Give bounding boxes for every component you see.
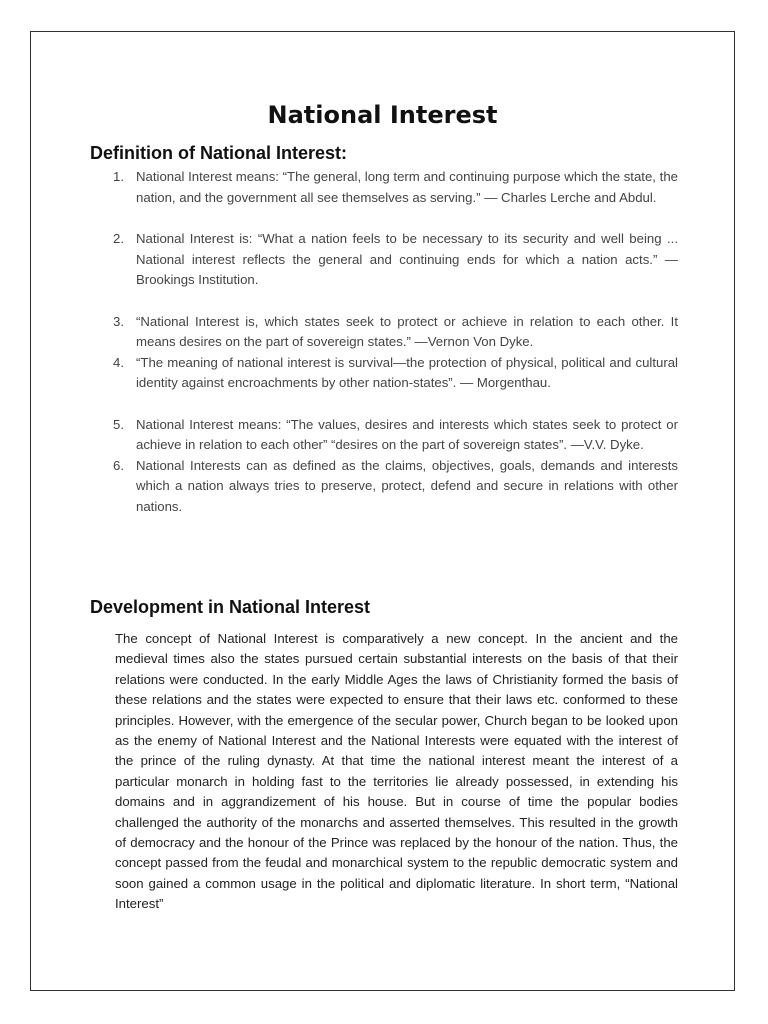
list-number: 1. xyxy=(113,169,124,184)
list-text: National Interest means: “The general, long term and continuing purpose which the state, the nation, and the government all see themselves as serving.” — Charles Lerche and Abdul. xyxy=(136,169,678,205)
list-item xyxy=(113,312,678,353)
list-number: 2. xyxy=(113,231,124,246)
page-title: National Interest xyxy=(267,101,498,129)
list-item xyxy=(113,456,678,518)
document-page xyxy=(30,31,735,991)
list-number: 4. xyxy=(113,354,124,370)
list-text: “The meaning of national interest is survival—the protection of physical, political and cultural identity against encroachments by other nation-states”. — Morgenthau. xyxy=(136,354,678,390)
development-paragraph: The concept of National Interest is comparatively a new concept. In the ancient and the medieval times also the states pursued certain substantial interests on the basis of that their relations were conducted. In the early Middle Ages the laws of Christianity formed the basis of these relations and the states were expected to ensure that their laws etc. conformed to these principles. However, with the emergence of the secular power, Church began to be looked upon as the enemy of National Interest and the National Interests were equated with the interest of the prince of the ruling dynasty. At that time the national interest meant the interest of a particular monarch in holding fast to the territories lie already possessed, in extending his domains and in aggrandizement of his house. But in course of time the popular bodies challenged the authority of the monarchs and asserted themselves. This resulted in the growth of democracy and the honour of the Prince was replaced by the honour of the nation. Thus, the concept passed from the feudal and monarchical system to the republic democratic system and soon gained a common usage in the political and diplomatic literature. In short term, “National Interest” xyxy=(115,631,678,912)
list-number: 6. xyxy=(113,457,124,473)
definition-heading: Definition of National Interest: xyxy=(90,143,348,163)
list-text: National Interests can as defined as the claims, objectives, goals, demands and interests which a nation always tries to preserve, protect, defend and secure in relations with other nations. xyxy=(136,457,678,514)
list-item xyxy=(113,415,678,456)
list-number: 5. xyxy=(113,416,124,432)
list-item xyxy=(113,353,678,394)
list-text: “National Interest is, which states seek to protect or achieve in relation to each other. It means desires on the part of sovereign states.” —Vernon Von Dyke. xyxy=(136,313,678,349)
list-item xyxy=(113,167,678,208)
definition-list xyxy=(113,167,678,517)
list-text: National Interest is: “What a nation feels to be necessary to its security and well being ... National interest reflects the general and continuing ends for which a nation acts.” —Brookings Institution. xyxy=(136,231,678,287)
development-heading: Development in National Interest xyxy=(90,597,371,617)
list-item xyxy=(113,229,678,291)
list-text: National Interest means: “The values, desires and interests which states seek to protect or achieve in relation to each other” “desires on the part of sovereign states”. —V.V. Dyke. xyxy=(136,416,678,452)
list-number: 3. xyxy=(113,313,124,329)
